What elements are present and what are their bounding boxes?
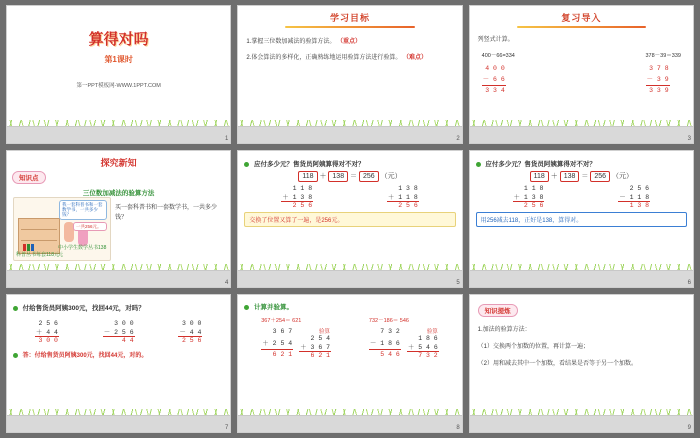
eq-addend-b: 138 bbox=[328, 171, 348, 182]
slide-6[interactable] bbox=[469, 150, 694, 289]
slide-9[interactable] bbox=[469, 294, 694, 433]
slide-7-question-row bbox=[7, 295, 230, 312]
slide-number: 3 bbox=[687, 135, 691, 142]
ground-strip bbox=[470, 126, 693, 143]
slide-6-question: 应付多少元？售货员阿姨算得对不对？ bbox=[485, 160, 596, 168]
calc-row: 5 4 6 bbox=[380, 351, 400, 359]
slide-4[interactable] bbox=[6, 150, 231, 289]
ground-strip bbox=[470, 270, 693, 287]
problem-1-block bbox=[482, 52, 515, 97]
ground-strip bbox=[7, 415, 230, 432]
slide-5[interactable] bbox=[237, 150, 462, 289]
objective-2 bbox=[246, 54, 453, 64]
problem-1-text: 367＋254＝ 621 bbox=[261, 318, 302, 325]
summary-tag: 知识提炼 bbox=[478, 304, 518, 317]
calc-row: ＋ 1 1 8 bbox=[387, 193, 418, 201]
slide-6-note bbox=[476, 212, 687, 227]
summary-point-2: （1）交换两个加数的位置，再计算一遍； bbox=[477, 344, 589, 351]
calc-row: ＋ 1 3 8 bbox=[513, 193, 544, 201]
presentation-subtitle: 第1课时 bbox=[104, 55, 133, 64]
slide-number: 7 bbox=[224, 425, 229, 431]
eq-addend-b: 138 bbox=[560, 171, 580, 182]
slide-6-calcs bbox=[470, 185, 693, 209]
vert-row: 3 3 4 bbox=[485, 87, 505, 95]
slide-9-tag-row bbox=[470, 295, 693, 317]
eq-equals: ＝ bbox=[581, 172, 589, 180]
calc-row: － 1 1 8 bbox=[619, 193, 650, 201]
calc-row: 3 0 0 bbox=[38, 337, 58, 345]
calc-row: － 2 5 6 bbox=[103, 329, 134, 337]
objective-2-text: 2.体会算法的多样化，正确熟练地运用验算方法进行验算。 bbox=[246, 54, 402, 61]
ground-strip bbox=[7, 126, 230, 143]
slide-7-calcs bbox=[7, 320, 230, 344]
problem-1-vertical bbox=[482, 64, 506, 97]
problem-1-text: 400－66=334 bbox=[481, 52, 515, 59]
calc-row: 3 0 0 bbox=[181, 320, 202, 328]
calc-column bbox=[103, 320, 135, 344]
bullet-dot-icon bbox=[13, 353, 18, 358]
slide-5-question: 应付多少元？售货员阿姨算得对不对？ bbox=[254, 160, 365, 168]
ground-strip bbox=[7, 270, 230, 287]
slide-8-header-row bbox=[238, 295, 461, 311]
slide-6-equation bbox=[470, 168, 693, 185]
caption-left: 科普丛书每套118元 bbox=[16, 251, 59, 258]
calc-row: 3 0 0 bbox=[114, 320, 134, 328]
calc-column bbox=[369, 327, 401, 359]
slide-5-note: 交换了位置又算了一遍，是256元。 bbox=[244, 212, 455, 227]
eq-unit: （元） bbox=[611, 172, 633, 180]
bullet-dot-icon bbox=[476, 162, 481, 167]
slide-6-question-row bbox=[470, 151, 693, 168]
eq-addend-a: 118 bbox=[298, 171, 317, 182]
slide-3[interactable] bbox=[469, 5, 694, 144]
calc-row: 2 5 6 bbox=[629, 184, 650, 192]
check-label: 验算 bbox=[319, 328, 331, 336]
calc-column bbox=[178, 320, 202, 344]
vert-row: － 3 9 bbox=[646, 75, 670, 86]
slide-7-question: 付给售货员阿姨300元，找回44元，对吗？ bbox=[22, 305, 145, 313]
calc-row: 1 1 8 bbox=[292, 184, 313, 192]
calc-row: 2 5 6 bbox=[181, 337, 202, 345]
eq-result: 256 bbox=[590, 171, 610, 182]
ground-strip bbox=[470, 415, 693, 432]
slide-1[interactable] bbox=[6, 5, 231, 144]
calc-row: 4 4 bbox=[121, 337, 134, 345]
calc-row: 2 5 6 bbox=[398, 201, 418, 209]
bullet-dot-icon bbox=[244, 305, 249, 310]
calc-row: － 4 4 bbox=[179, 329, 202, 337]
calc-row: 6 2 1 bbox=[310, 352, 331, 360]
slide-number: 8 bbox=[456, 425, 460, 431]
calc-row: 1 8 6 bbox=[418, 335, 438, 343]
slide-5-equation bbox=[238, 168, 461, 185]
slide-8[interactable] bbox=[237, 294, 462, 433]
slide-number: 1 bbox=[224, 135, 229, 142]
calc-row: 6 2 1 bbox=[272, 351, 293, 359]
summary-point-3: （2）用和减去其中一个加数，看结果是否等于另一个加数。 bbox=[477, 360, 637, 367]
calc-column bbox=[513, 185, 545, 209]
problem-2-text: 378－39＝339 bbox=[645, 52, 681, 59]
vert-row: 4 0 0 bbox=[485, 64, 505, 72]
calc-column bbox=[281, 185, 313, 209]
slide-3-prompt: 列竖式计算。 bbox=[477, 37, 514, 43]
slide-3-header-text: 复习导入 bbox=[561, 13, 602, 23]
objective-1-text: 1.掌握三位数加减法的验算方法。 bbox=[246, 39, 336, 45]
calc-row: 2 5 6 bbox=[38, 320, 58, 328]
bookshelf-icon bbox=[18, 218, 60, 254]
calc-row: 2 5 6 bbox=[523, 201, 544, 209]
slide-4-subtitle: 三位数加减法的验算方法 bbox=[82, 189, 155, 197]
calc-row: ＋ 4 4 bbox=[35, 329, 58, 337]
calc-row: ＋ 3 6 7 bbox=[300, 344, 331, 352]
speech-bubble-2-text: 一共256元。 bbox=[76, 223, 102, 229]
slide-3-header bbox=[470, 6, 693, 28]
slide-5-question-row bbox=[238, 151, 461, 168]
slide-2-header bbox=[238, 6, 461, 28]
slide-7-answer-row bbox=[7, 344, 230, 359]
eq-equals: ＝ bbox=[350, 172, 358, 180]
calc-row: 7 3 2 bbox=[380, 328, 400, 336]
slide-number: 6 bbox=[687, 280, 691, 287]
calc-row: － 1 8 6 bbox=[369, 337, 401, 350]
objective-1-tag: （重点） bbox=[337, 39, 362, 45]
bullet-dot-icon bbox=[13, 306, 18, 311]
speech-bubble-2 bbox=[73, 222, 107, 231]
check-label: 验算 bbox=[426, 328, 438, 336]
calc-row: 3 6 7 bbox=[272, 328, 293, 336]
calc-column bbox=[387, 185, 419, 209]
slide-4-question bbox=[115, 203, 224, 223]
calc-row: 1 3 8 bbox=[398, 184, 418, 192]
problem-2-vertical bbox=[646, 64, 670, 97]
problem-2-text: 732－186＝ 546 bbox=[368, 318, 409, 325]
vert-row: － 6 6 bbox=[482, 75, 506, 86]
slide-8-header: 计算并验算。 bbox=[254, 304, 293, 312]
slide-7-answer: 答：付给售货员阿姨300元，找回44元，对的。 bbox=[22, 353, 148, 360]
calc-row: ＋ 5 4 6 bbox=[407, 344, 438, 352]
slide-4-header-text: 探究新知 bbox=[100, 157, 137, 168]
ground-strip bbox=[238, 126, 461, 143]
calc-column-check bbox=[407, 327, 439, 359]
calc-row: 2 5 6 bbox=[292, 201, 313, 209]
calc-column-check bbox=[299, 327, 331, 359]
vert-row: 3 7 8 bbox=[649, 64, 669, 72]
speech-bubble bbox=[59, 200, 107, 220]
objective-1 bbox=[246, 38, 453, 48]
calc-row: 7 3 2 bbox=[418, 352, 438, 360]
eq-plus: ＋ bbox=[550, 172, 558, 180]
slide-8-problems bbox=[238, 311, 461, 359]
bullet-dot-icon bbox=[244, 162, 249, 167]
slide-number: 2 bbox=[456, 135, 460, 142]
slide-number: 9 bbox=[687, 425, 691, 431]
calc-column bbox=[261, 327, 293, 359]
slide-2[interactable] bbox=[237, 5, 462, 144]
slide-3-body bbox=[470, 28, 693, 97]
eq-plus: ＋ bbox=[319, 172, 327, 180]
calc-row: ＋ 1 3 8 bbox=[282, 193, 313, 201]
problem-2-block bbox=[646, 52, 681, 97]
illustration bbox=[13, 197, 111, 261]
eq-result: 256 bbox=[359, 171, 379, 182]
caption-right: 中小学生数学丛书138元 bbox=[58, 244, 107, 258]
slide-4-question-text: 买一套科普书和一套数学书，一共多少钱？ bbox=[115, 204, 218, 221]
calc-row: 1 3 8 bbox=[629, 201, 650, 209]
calc-column bbox=[35, 320, 59, 344]
slide-2-header-text: 学习目标 bbox=[329, 13, 370, 23]
slide-number: 5 bbox=[456, 280, 460, 287]
source-credit: 第一PPT模板网-WWW.1PPT.COM bbox=[76, 83, 161, 89]
slide-4-header bbox=[7, 151, 230, 169]
presentation-title: 算得对吗 bbox=[88, 31, 149, 48]
slide-7[interactable] bbox=[6, 294, 231, 433]
slide-9-body bbox=[470, 317, 693, 369]
slide-8-problem-1 bbox=[261, 316, 331, 359]
calc-column bbox=[618, 185, 650, 209]
ground-strip bbox=[238, 270, 461, 287]
slide-8-problem-2 bbox=[369, 316, 439, 359]
slide-5-calcs bbox=[238, 185, 461, 209]
calc-row: 2 5 4 bbox=[310, 335, 331, 343]
summary-point-1: 1.加法的验算方法： bbox=[477, 327, 531, 334]
eq-unit: （元） bbox=[380, 172, 402, 180]
calc-row: 1 1 8 bbox=[523, 184, 544, 192]
eq-addend-a: 118 bbox=[530, 171, 549, 182]
vert-row: 3 3 9 bbox=[649, 87, 669, 95]
slide-number: 4 bbox=[224, 280, 229, 287]
knowledge-tag-row bbox=[7, 169, 230, 184]
slide-2-body bbox=[238, 28, 461, 64]
objective-2-tag: （难点） bbox=[403, 54, 428, 61]
slide-6-note-text: 用256减去118，正好是138，算得对。 bbox=[480, 217, 583, 224]
calc-row: ＋ 2 5 4 bbox=[261, 337, 293, 350]
speech-bubble-text: 我一套科普书和一套数学书，一共多少钱？ bbox=[62, 201, 103, 218]
knowledge-point-tag: 知识点 bbox=[12, 171, 46, 184]
ground-strip bbox=[238, 415, 461, 432]
